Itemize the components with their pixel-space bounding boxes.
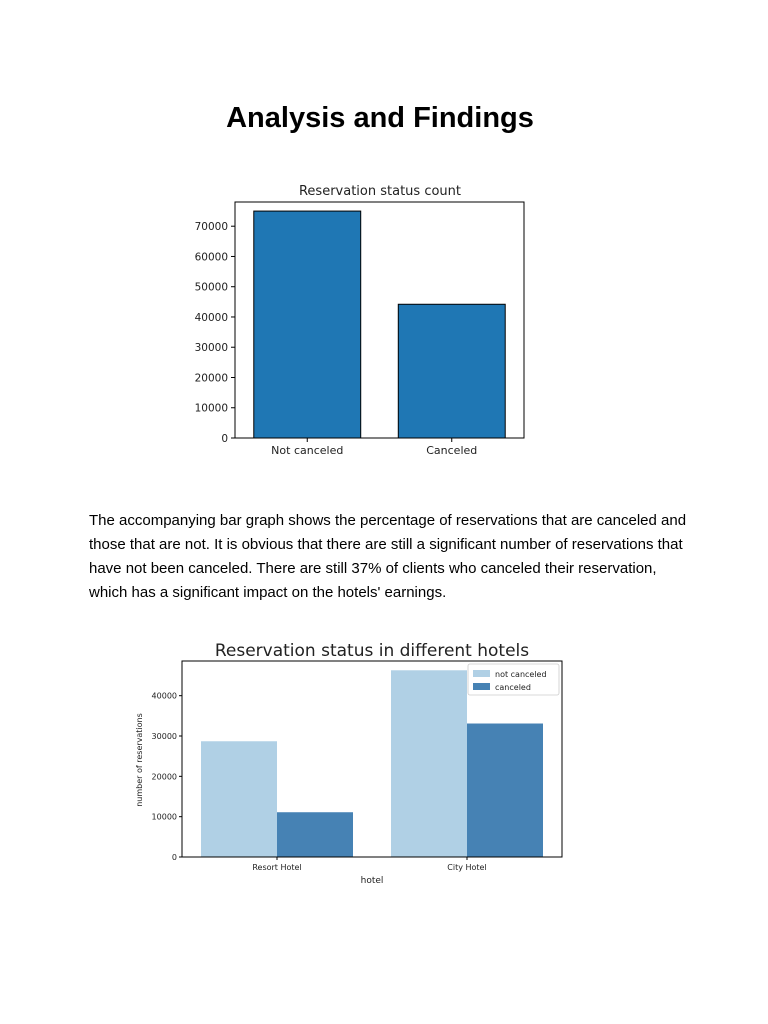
y-tick-label: 20000 xyxy=(194,372,228,385)
x-tick-label: Not canceled xyxy=(271,444,344,457)
x-axis-label: hotel xyxy=(360,876,384,886)
y-tick-label: 10000 xyxy=(151,812,177,822)
legend xyxy=(468,664,559,695)
y-tick-label: 60000 xyxy=(194,251,228,264)
y-tick-label: 40000 xyxy=(151,691,177,701)
x-tick-label: City Hotel xyxy=(447,863,487,872)
y-tick-label: 40000 xyxy=(194,311,228,324)
bar-resort-hotel-canceled xyxy=(277,812,353,857)
y-tick-label: 20000 xyxy=(151,772,177,782)
y-tick-label: 50000 xyxy=(194,281,228,294)
chart-title: Reservation status count xyxy=(298,184,462,199)
legend-label: not canceled xyxy=(495,670,547,679)
bar-resort-hotel-not-canceled xyxy=(201,741,277,857)
legend-swatch xyxy=(473,670,490,677)
bar-not-canceled xyxy=(254,211,361,438)
page-title: Analysis and Findings xyxy=(226,102,534,134)
y-tick-label: 10000 xyxy=(194,402,228,415)
x-tick-label: Resort Hotel xyxy=(252,863,302,872)
y-tick-label: 0 xyxy=(221,433,228,445)
y-tick-label: 70000 xyxy=(194,221,228,234)
bar-city-hotel-not-canceled xyxy=(391,670,467,857)
y-axis-label: number of reservations xyxy=(135,713,144,807)
reservation-status-count-chart xyxy=(170,176,530,466)
y-tick-label: 0 xyxy=(171,853,177,862)
chart-title: Reservation status in different hotels xyxy=(214,641,530,661)
legend-swatch xyxy=(473,683,490,690)
y-tick-label: 30000 xyxy=(194,342,228,355)
y-tick-label: 30000 xyxy=(151,732,177,742)
bar-canceled xyxy=(398,304,505,438)
bar-city-hotel-canceled xyxy=(467,724,543,857)
legend-label: canceled xyxy=(495,683,531,692)
x-tick-label: Canceled xyxy=(426,444,478,457)
reservation-status-by-hotel-chart xyxy=(120,636,580,896)
findings-paragraph: The accompanying bar graph shows the percentage of reservations that are canceled and those that are not. It is obvious that there are still a significant number of reservations that have not been canceled. There are still 37% of clients who canceled their reservation, which has a significant impact on the hotels' earnings. xyxy=(89,512,687,601)
